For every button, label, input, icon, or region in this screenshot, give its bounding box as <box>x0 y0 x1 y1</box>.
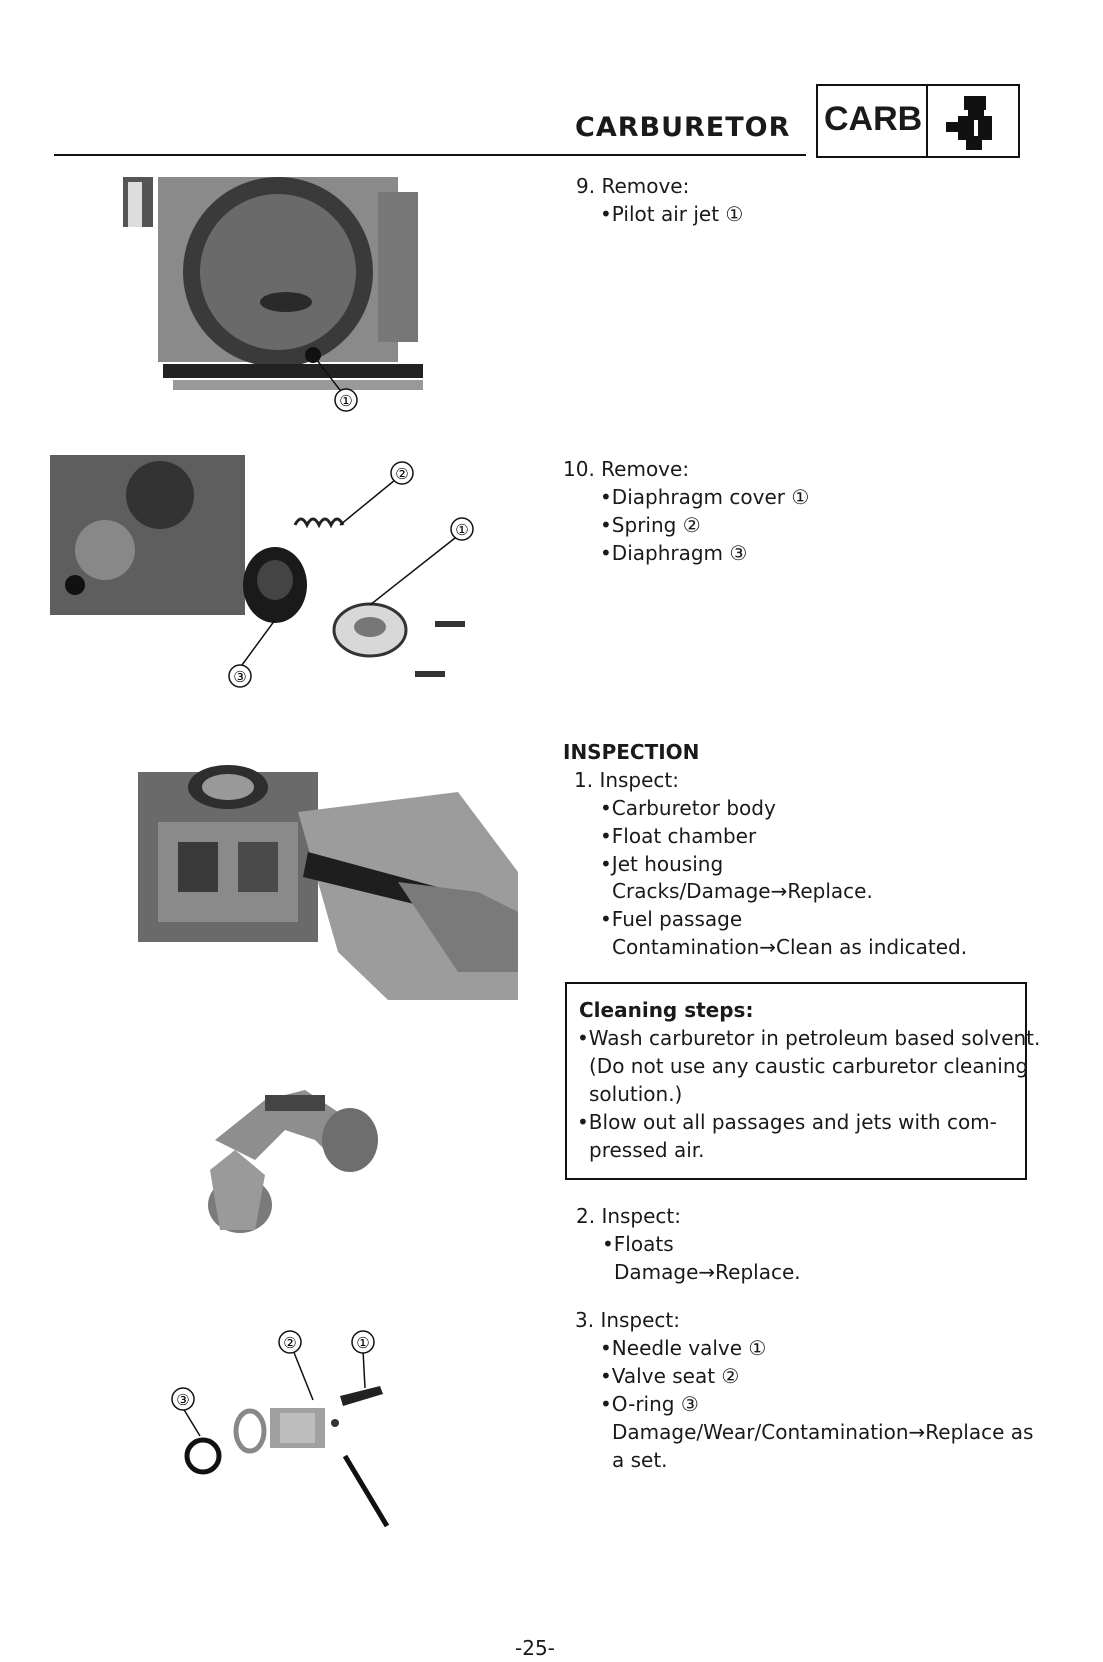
step-10-item-1: •Diaphragm cover ① <box>600 485 810 509</box>
step-10-item-2: •Spring ② <box>600 513 701 537</box>
carb-tag-divider <box>926 86 928 156</box>
inspect-1-line-1: •Carburetor body <box>600 796 776 820</box>
inspect-2-title: 2. Inspect: <box>576 1204 682 1228</box>
floats-photo <box>195 1080 395 1240</box>
inspect-1-line-4: Cracks/Damage→Replace. <box>612 879 873 903</box>
fig1-callout-1: ① <box>339 392 353 410</box>
cleaning-line-2: (Do not use any caustic carburetor cleaning <box>589 1054 1029 1078</box>
fig5-callout-1: ① <box>356 1334 370 1352</box>
step-10-item-3: •Diaphragm ③ <box>600 541 748 565</box>
fig2-callout-2: ② <box>395 465 409 483</box>
inspect-3-line-2: •Valve seat ② <box>600 1364 740 1388</box>
pilot-air-jet-photo <box>118 172 448 420</box>
inspect-3-title: 3. Inspect: <box>575 1308 681 1332</box>
fig5-callout-2: ② <box>283 1334 297 1352</box>
inspect-3-line-3: •O-ring ③ <box>600 1392 699 1416</box>
inspect-2-line-1: •Floats <box>602 1232 674 1256</box>
diaphragm-parts-photo <box>50 455 490 695</box>
fig2-callout-1: ① <box>455 521 469 539</box>
inspect-1-line-2: •Float chamber <box>600 824 757 848</box>
step-10-title: 10. Remove: <box>563 457 690 481</box>
inspect-1-line-5: •Fuel passage <box>600 907 743 931</box>
cleaning-steps-box <box>565 982 1041 1180</box>
inspect-1-line-6: Contamination→Clean as indicated. <box>612 935 968 959</box>
cleaning-line-4: •Blow out all passages and jets with com- <box>577 1110 997 1134</box>
needle-valve-parts-photo <box>165 1328 415 1548</box>
inspect-1-line-3: •Jet housing <box>600 852 724 876</box>
inspection-heading: INSPECTION <box>563 740 700 764</box>
cleaning-line-3: solution.) <box>589 1082 683 1106</box>
fig2-callout-3: ③ <box>233 668 247 686</box>
cleaning-steps-title: Cleaning steps: <box>579 998 754 1022</box>
inspect-3-line-5: a set. <box>612 1448 668 1472</box>
step-9-item-1: •Pilot air jet ① <box>600 202 744 226</box>
page-number: -25- <box>515 1636 555 1660</box>
section-title: CARBURETOR <box>575 112 791 143</box>
inspect-3-line-1: •Needle valve ① <box>600 1336 767 1360</box>
inspect-1-title: 1. Inspect: <box>574 768 680 792</box>
inspect-3-line-4: Damage/Wear/Contamination→Replace as <box>612 1420 1034 1444</box>
inspect-2-line-2: Damage→Replace. <box>614 1260 801 1284</box>
cleaning-line-1: •Wash carburetor in petroleum based solvent. <box>577 1026 1041 1050</box>
cleaning-line-5: pressed air. <box>589 1138 705 1162</box>
carb-tag-box <box>816 84 1020 158</box>
fig5-callout-3: ③ <box>176 1391 190 1409</box>
step-9-title: 9. Remove: <box>576 174 690 198</box>
carburetor-inspection-photo <box>98 752 518 1000</box>
carb-tag-label: CARB <box>824 100 923 138</box>
header-rule <box>54 154 806 156</box>
carburetor-icon <box>944 94 1004 150</box>
